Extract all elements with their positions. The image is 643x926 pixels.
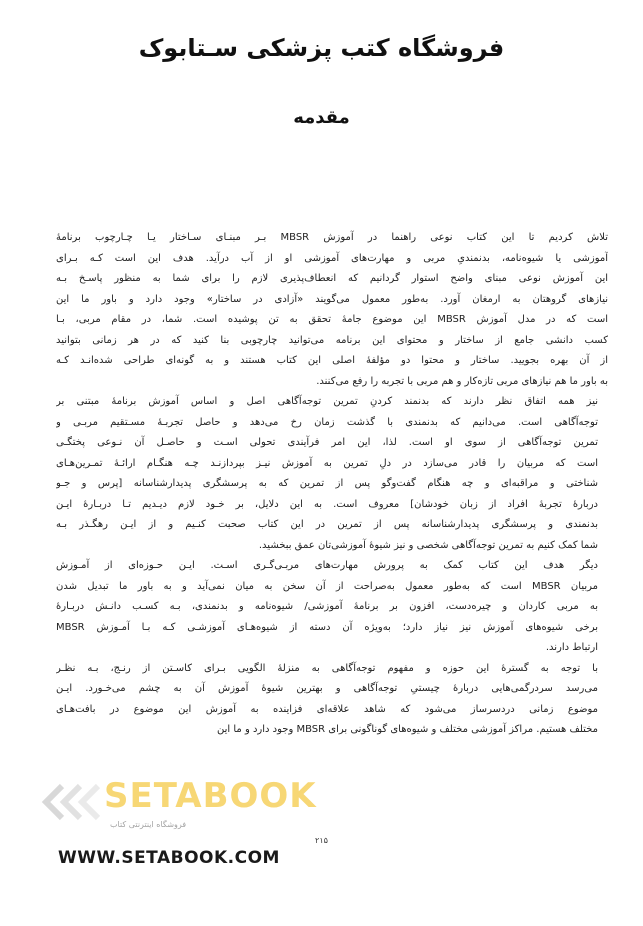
text-line: این آموزش نوعی مبنای واضح استوار گردانیم که انعطاف‌پذیری لازم را برای شما به منظور پاسـخ بـه bbox=[56, 273, 608, 284]
text-line: شما کمک کنیم به تمرین توجه‌آگاهی شخصی و نیز شیوهٔ آموزشی‌تان عمق ببخشید. bbox=[258, 539, 598, 551]
text-line: دربارهٔ تجربهٔ افراد از زبان خودشان] معروف است. به این دلایل، بر خـود لازم دیـدیم تـا دربـارهٔ ایـن bbox=[56, 498, 598, 510]
text-line: تمرین توجه‌آگاهی از سوی او است. لذا، این امر فرآیندی تحولی اسـت و حاصـل آن نـوعی پختگـی bbox=[56, 437, 598, 448]
text-line: برخی شیوه‌های آموزش نیز نیاز دارد؛ به‌ویژه آن دسته از شیوه‌هـای آموزشـی کـه بـا آمـوزش MBSR bbox=[56, 621, 598, 633]
text-line: تلاش کردیم تا این کتاب نوعی راهنما در آموزش MBSR بـر مبنـای سـاختار یـا چـارچوب برنامهٔ bbox=[56, 232, 608, 243]
text-line: مربیان MBSR است که به‌طور معمول به‌صراحت از آن سخن به میان نمی‌آید و به باور ما تبدیل شدن bbox=[56, 580, 598, 592]
page-number: ۲۱۵ bbox=[315, 836, 328, 845]
text-line: مختلف هستیم. مراکز آموزشی مختلف و شیوه‌های گوناگونی برای MBSR وجود دارد و ما این bbox=[217, 724, 598, 735]
text-line: به باور ما هم نیازهای مربی تازه‌کار و هم مربی با تجربه را رفع می‌کنند. bbox=[316, 375, 608, 387]
paragraph bbox=[56, 556, 608, 659]
text-line: است که در مدل آموزش MBSR این موضوع جامهٔ تحقق به تن پوشیده است. شما، در مقام مربی، بـا bbox=[56, 314, 608, 325]
text-line: موضوع زمانی دردسرساز می‌شود که شاهد علاقه‌ای فزاینده به آموزش این موضوع در بافت‌هـای bbox=[56, 703, 598, 715]
text-line: است که مربیان را قادر می‌سازد در دلِ تمرین به آموزش نیـز بپردازنـد چـه هنگـام ارائـهٔ تمـرین‌هـای bbox=[56, 457, 598, 469]
text-line: نیازهای گروهتان به ارمغان آورد. به‌طور معمول می‌گویند «آزادی در ساختار» وجود دارد و باور ما این bbox=[56, 293, 608, 305]
text-line: شناختی و مراقبه‌ای و چه هنگام گفت‌وگو پس از تمرین که به پرسشگری پدیدارشناسانه [پرس و جـو bbox=[56, 478, 598, 489]
paragraph bbox=[56, 392, 608, 556]
page-header-title: فروشگاه کتب پزشکی سـتابوک bbox=[138, 34, 505, 62]
text-line: به مربی کاردان و چیره‌دست، افزون بر برنامهٔ آموزشی/ شیوه‌نامه و بدنمندی، بـه کسـب دانـش دربـارهٔ bbox=[56, 601, 598, 612]
paragraph bbox=[56, 228, 608, 392]
chevron-left-icon bbox=[40, 782, 100, 822]
text-line: بدنمندی و پرسشگری پدیدارشناسانه پس از تمرین در این کتاب صحبت کنـیم و از ایـن رهگـذر بـه bbox=[56, 519, 598, 530]
text-line: می‌رسد سردرگمی‌هایی دربارهٔ چیستیِ توجه‌آگاهی و بهترین شیوهٔ آموزش آن به چشم می‌خـورد. ایـن bbox=[56, 683, 598, 694]
section-title: مقدمه bbox=[293, 107, 350, 128]
text-line: آموزشی یا شیوه‌نامه، بدنمندیِ مربی و مهارت‌های آموزشی او از آب درآید. هدف این است کـه بـرای bbox=[56, 252, 608, 264]
text-line: توجه‌آگاهی است. می‌دانیم که بدنمندی با گذشت زمان رخ می‌دهد و حاصل تجربـهٔ مسـتقیم مربـی و bbox=[56, 416, 598, 428]
setabook-watermark-logo bbox=[40, 770, 317, 840]
text-line: ارتباط دارند. bbox=[545, 642, 598, 653]
paragraph bbox=[56, 659, 608, 741]
watermark-subtitle: فروشگاه اینترنتی کتاب bbox=[110, 820, 187, 829]
body-text bbox=[56, 228, 608, 741]
text-line: از آن بهره بجویید. ساختار و محتوا دو مؤلفهٔ اصلی این کتاب هستند و به گونه‌ای طراحی شده‌انـد کـه bbox=[56, 355, 608, 366]
text-line: دیگر هدف این کتاب کمک به پرورش مهارت‌های مربـی‌گـری اسـت. ایـن حـوزه‌ای از آمـوزش bbox=[56, 560, 598, 571]
watermark-brand: SETABOOK bbox=[104, 776, 317, 816]
text-line: با توجه به گسترهٔ این حوزه و مفهوم توجه‌آگاهی به منزلهٔ الگویی بـرای کاسـتن از رنـج، بـه نظـر bbox=[56, 662, 598, 674]
website-url: WWW.SETABOOK.COM bbox=[58, 848, 280, 868]
text-line: کسب دانشی جامع از ساختار و محتوای این برنامه می‌توانید چارچوبی بنا کنید که در هر زمانی بتوانید bbox=[56, 334, 608, 346]
text-line: نیز همه اتفاق نظر دارند که بدنمند کردنِ تمرین توجه‌آگاهی اصل و اساس آموزش برنامهٔ مبتنی بر bbox=[56, 396, 598, 407]
